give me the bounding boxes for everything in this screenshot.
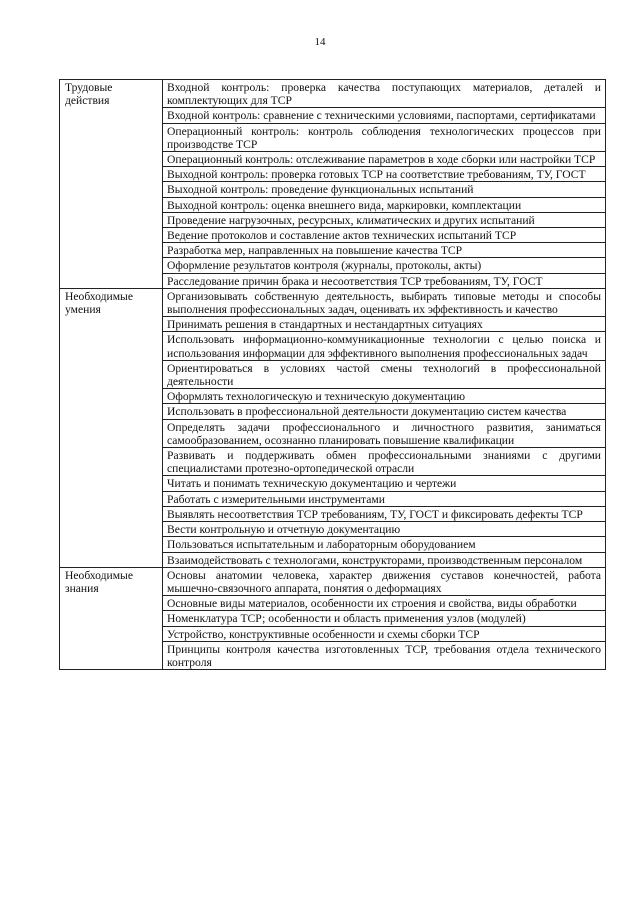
requirement-item: Вести контрольную и отчетную документацию — [163, 522, 606, 537]
requirements-table-body — [60, 80, 606, 670]
section-label: Необходимые знания — [60, 567, 163, 669]
requirement-item: Устройство, конструктивные особенности и схемы сборки ТСР — [163, 626, 606, 641]
requirement-item: Разработка мер, направленных на повышение качества ТСР — [163, 243, 606, 258]
requirement-item: Основные виды материалов, особенности их строения и свойства, виды обработки — [163, 596, 606, 611]
requirement-item: Определять задачи профессионального и личностного развития, заниматься самообразованием, осознанно планировать повышение квалификации — [163, 419, 606, 447]
requirement-item: Основы анатомии человека, характер движения суставов конечностей, работа мышечно-связочного аппарата, понятия о деформациях — [163, 567, 606, 595]
requirement-item: Использовать в профессиональной деятельности документацию систем качества — [163, 404, 606, 419]
requirement-item: Использовать информационно-коммуникационные технологии с целью поиска и использования информации для эффективного выполнения профессиональных задач — [163, 332, 606, 360]
requirement-item: Входной контроль: проверка качества поступающих материалов, деталей и комплектующих для ТСР — [163, 80, 606, 108]
requirement-item: Операционный контроль: отслеживание параметров в ходе сборки или настройки ТСР — [163, 152, 606, 167]
requirement-item: Организовывать собственную деятельность, выбирать типовые методы и способы выполнения профессиональных задач, оценивать их эффективность и качество — [163, 288, 606, 316]
table-row — [60, 567, 606, 595]
requirement-item: Развивать и поддерживать обмен профессиональными знаниями с другими специалистами протезно-ортопедической отрасли — [163, 448, 606, 476]
requirement-item: Ориентироваться в условиях частой смены технологий в профессиональной деятельности — [163, 360, 606, 388]
requirement-item: Номенклатура ТСР; особенности и область применения узлов (модулей) — [163, 611, 606, 626]
section-label: Трудовые действия — [60, 80, 163, 289]
requirement-item: Выявлять несоответствия ТСР требованиям, ТУ, ГОСТ и фиксировать дефекты ТСР — [163, 506, 606, 521]
requirement-item: Выходной контроль: проверка готовых ТСР на соответствие требованиям, ТУ, ГОСТ — [163, 167, 606, 182]
requirement-item: Проведение нагрузочных, ресурсных, климатических и других испытаний — [163, 212, 606, 227]
requirement-item: Читать и понимать техническую документацию и чертежи — [163, 476, 606, 491]
requirement-item: Расследование причин брака и несоответствия ТСР требованиям, ТУ, ГОСТ — [163, 273, 606, 288]
requirement-item: Операционный контроль: контроль соблюдения технологических процессов при производстве ТСР — [163, 123, 606, 151]
requirements-table — [59, 79, 606, 670]
table-row — [60, 80, 606, 108]
requirement-item: Входной контроль: сравнение с техническими условиями, паспортами, сертификатами — [163, 108, 606, 123]
requirement-item: Оформлять технологическую и техническую документацию — [163, 389, 606, 404]
requirement-item: Выходной контроль: оценка внешнего вида, маркировки, комплектации — [163, 197, 606, 212]
requirement-item: Выходной контроль: проведение функциональных испытаний — [163, 182, 606, 197]
section-label: Необходимые умения — [60, 288, 163, 567]
requirement-item: Ведение протоколов и составление актов технических испытаний ТСР — [163, 228, 606, 243]
page-number: 14 — [314, 36, 326, 48]
requirement-item: Работать с измерительными инструментами — [163, 491, 606, 506]
requirement-item: Пользоваться испытательным и лабораторным оборудованием — [163, 537, 606, 552]
requirement-item: Принимать решения в стандартных и нестандартных ситуациях — [163, 317, 606, 332]
table-row — [60, 288, 606, 316]
requirement-item: Принципы контроля качества изготовленных ТСР, требования отдела технического контроля — [163, 641, 606, 669]
requirement-item: Взаимодействовать с технологами, конструкторами, производственным персоналом — [163, 552, 606, 567]
requirement-item: Оформление результатов контроля (журналы, протоколы, акты) — [163, 258, 606, 273]
